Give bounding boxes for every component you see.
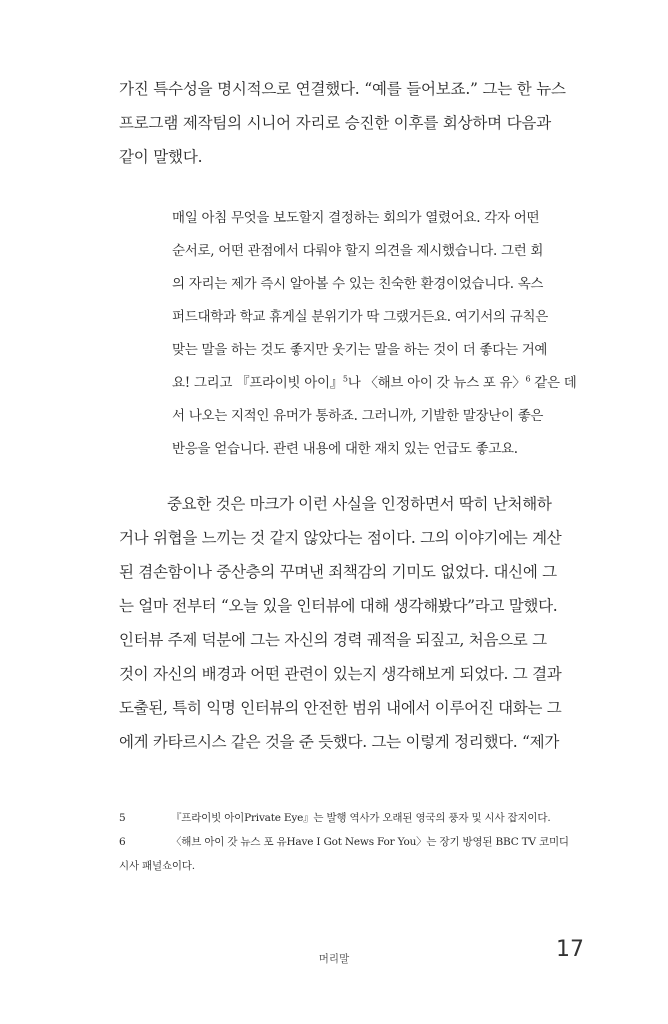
quote-line: 반응을 얻습니다. 관련 내용에 대한 재치 있는 언급도 좋고요.	[172, 441, 518, 457]
quote-text-segment: 같은 데	[530, 375, 577, 391]
quote-line: 의 자리는 제가 즉시 알아볼 수 있는 친숙한 환경이었습니다. 옥스	[172, 276, 544, 292]
page-number: 17	[556, 937, 584, 962]
quote-text-segment: 나 〈해브 아이 갓 뉴스 포 유〉	[347, 375, 526, 391]
quote-line-with-footnotes	[172, 367, 592, 400]
footnotes	[119, 806, 589, 878]
footnote-ref-5[interactable]: 5	[342, 374, 348, 384]
paragraph-2-line: 에게 카타르시스 같은 것을 준 듯했다. 그는 이렇게 정리했다. “제가	[119, 733, 560, 751]
footnote-6	[119, 830, 589, 854]
paragraph-2-line: 것이 자신의 배경과 어떤 관련이 있는지 생각해보게 되었다. 그 결과	[119, 665, 562, 683]
paragraph-1-line: 프로그램 제작팀의 시니어 자리로 승진한 이후를 회상하며 다음과	[119, 114, 551, 132]
footnote-number: 5	[119, 812, 126, 824]
quote-line: 퍼드대학과 학교 휴게실 분위기가 딱 그랬거든요. 여기서의 규칙은	[172, 309, 548, 325]
paragraph-2-line: 된 겸손함이나 중산층의 꾸며낸 죄책감의 기미도 없었다. 대신에 그	[119, 563, 557, 581]
paragraph-2-line: 도출된, 특히 익명 인터뷰의 안전한 범위 내에서 이루어진 대화는 그	[119, 699, 562, 717]
footnote-ref-6[interactable]: 6	[525, 374, 531, 384]
quote-line: 순서로, 어떤 관점에서 다뤄야 할지 의견을 제시했습니다. 그런 회	[172, 243, 544, 259]
quote-line: 맞는 말을 하는 것도 좋지만 웃기는 말을 하는 것이 더 좋다는 거예	[172, 342, 548, 358]
footnote-5	[119, 806, 589, 830]
paragraph-2	[119, 487, 589, 759]
quote-line: 매일 아침 무엇을 보도할지 결정하는 회의가 열렸어요. 각자 어떤	[172, 210, 540, 226]
running-head: 머리말	[318, 953, 350, 965]
paragraph-2-line: 는 얼마 전부터 “오늘 있을 인터뷰에 대해 생각해봤다”라고 말했다.	[119, 597, 558, 615]
paragraph-2-line: 중요한 것은 마크가 이런 사실을 인정하면서 딱히 난처해하	[167, 495, 552, 513]
quote-line: 서 나오는 지적인 유머가 통하죠. 그러니까, 기발한 말장난이 좋은	[172, 408, 544, 424]
footnote-6-continuation: 시사 패널쇼이다.	[119, 860, 195, 872]
paragraph-1-line: 가진 특수성을 명시적으로 연결했다. “예를 들어보죠.” 그는 한 뉴스	[119, 80, 566, 98]
footnote-text: 『프라이빗 아이Private Eye』는 발행 역사가 오래된 영국의 풍자 및 시사 잡지이다.	[171, 812, 551, 824]
footnote-text: 〈해브 아이 갓 뉴스 포 유Have I Got News For You〉는 장기 방영된 BBC TV 코미디	[171, 836, 569, 848]
paragraph-1-line: 같이 말했다.	[119, 148, 203, 166]
footnote-number: 6	[119, 836, 126, 848]
block-quote	[172, 202, 592, 466]
quote-text-segment: 요! 그리고 『프라이빗 아이』	[172, 375, 343, 391]
paragraph-1	[119, 72, 589, 174]
paragraph-2-line: 인터뷰 주제 덕분에 그는 자신의 경력 궤적을 되짚고, 처음으로 그	[119, 631, 547, 649]
paragraph-2-line: 거나 위협을 느끼는 것 같지 않았다는 점이다. 그의 이야기에는 계산	[119, 529, 562, 547]
